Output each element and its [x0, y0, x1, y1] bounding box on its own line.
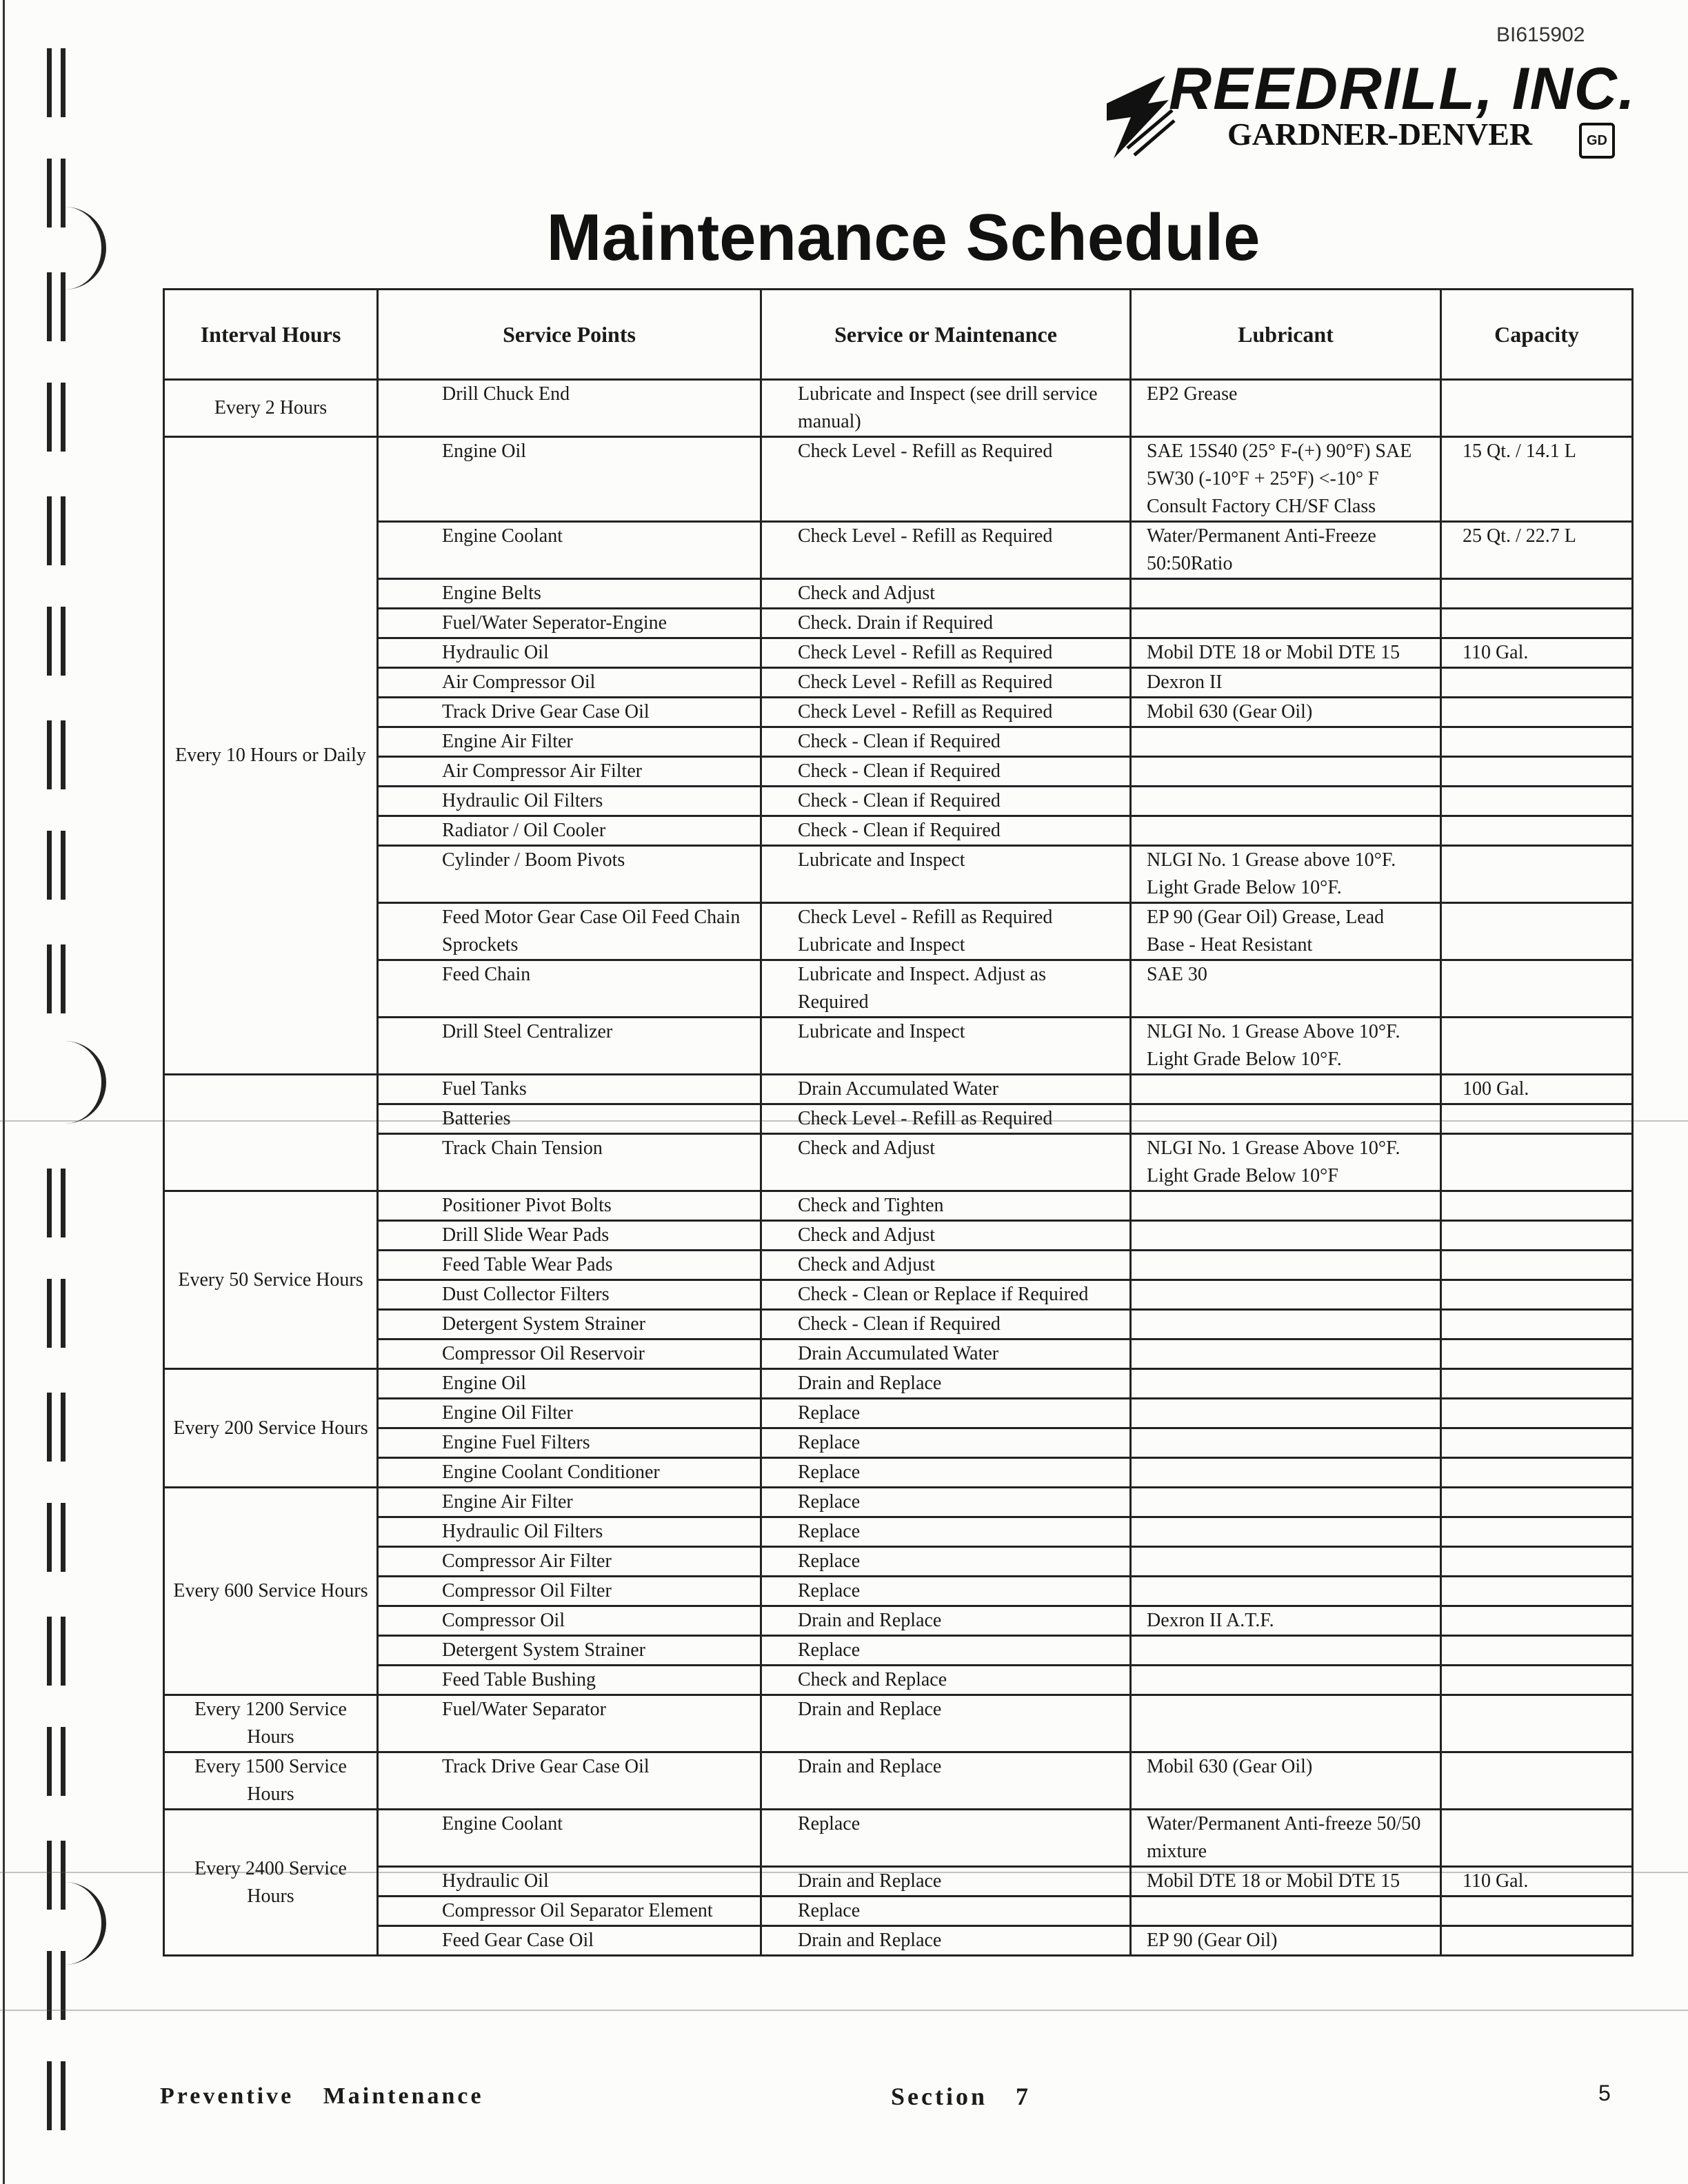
capacity-cell [1441, 1399, 1633, 1428]
capacity-cell [1441, 1577, 1633, 1606]
service-action-cell: Drain and Replace [761, 1606, 1131, 1636]
header-service-points: Service Points [378, 290, 761, 380]
table-row [164, 1134, 1633, 1191]
binder-ring-mark [41, 383, 73, 452]
lubricant-cell [1131, 609, 1441, 638]
service-action-cell: Check Level - Refill as Required [761, 522, 1131, 579]
lubricant-cell [1131, 1547, 1441, 1577]
table-row [164, 1280, 1633, 1310]
capacity-cell [1441, 1018, 1633, 1075]
lubricant-cell [1131, 1399, 1441, 1428]
table-row [164, 579, 1633, 609]
service-point-cell: Fuel/Water Separator [378, 1695, 761, 1752]
service-action-cell: Replace [761, 1458, 1131, 1488]
lubricant-cell [1131, 1517, 1441, 1547]
service-point-cell: Detergent System Strainer [378, 1636, 761, 1666]
punch-hole-mark [58, 1041, 106, 1124]
service-point-cell: Drill Steel Centralizer [378, 1018, 761, 1075]
table-row [164, 1488, 1633, 1517]
lubricant-cell [1131, 1191, 1441, 1221]
binder-ring-mark [41, 1393, 73, 1462]
lubricant-cell [1131, 727, 1441, 757]
footer-section: Section 7 [891, 2083, 1031, 2110]
service-action-cell: Check and Adjust [761, 1251, 1131, 1280]
service-point-cell: Feed Motor Gear Case Oil Feed Chain Sprockets [378, 903, 761, 960]
lubricant-cell [1131, 1666, 1441, 1695]
service-action-cell: Check and Adjust [761, 1134, 1131, 1191]
header-interval-hours: Interval Hours [164, 290, 378, 380]
service-point-cell: Track Chain Tension [378, 1134, 761, 1191]
binder-ring-mark [41, 2061, 73, 2130]
service-action-cell: Check and Adjust [761, 1221, 1131, 1251]
service-action-cell: Drain and Replace [761, 1752, 1131, 1810]
table-row [164, 1339, 1633, 1369]
service-action-cell: Replace [761, 1547, 1131, 1577]
service-point-cell: Compressor Oil Reservoir [378, 1339, 761, 1369]
lubricant-cell: Dexron II A.T.F. [1131, 1606, 1441, 1636]
service-point-cell: Feed Gear Case Oil [378, 1926, 761, 1956]
table-row [164, 846, 1633, 903]
lubricant-cell [1131, 1221, 1441, 1251]
capacity-cell [1441, 1104, 1633, 1134]
drill-swoosh-icon [1100, 62, 1176, 165]
capacity-cell [1441, 1636, 1633, 1666]
service-point-cell: Batteries [378, 1104, 761, 1134]
lubricant-cell: Mobil DTE 18 or Mobil DTE 15 [1131, 1867, 1441, 1897]
table-row [164, 1926, 1633, 1956]
lubricant-cell [1131, 1339, 1441, 1369]
service-point-cell: Track Drive Gear Case Oil [378, 698, 761, 727]
binder-ring-mark [41, 1617, 73, 1686]
service-point-cell: Feed Table Wear Pads [378, 1251, 761, 1280]
document-id: BI615902 [1496, 23, 1585, 46]
table-row [164, 1695, 1633, 1752]
service-point-cell: Compressor Air Filter [378, 1547, 761, 1577]
lubricant-cell [1131, 1310, 1441, 1339]
capacity-cell [1441, 579, 1633, 609]
header-service-or-maintenance: Service or Maintenance [761, 290, 1131, 380]
service-action-cell: Check. Drain if Required [761, 609, 1131, 638]
lubricant-cell [1131, 1695, 1441, 1752]
table-row [164, 1752, 1633, 1810]
service-action-cell: Lubricate and Inspect. Adjust as Required [761, 960, 1131, 1018]
lubricant-cell: EP 90 (Gear Oil) Grease, Lead Base - Heat Resistant [1131, 903, 1441, 960]
lubricant-cell [1131, 1897, 1441, 1926]
scan-fold-line [0, 2010, 1688, 2011]
lubricant-cell: Water/Permanent Anti-freeze 50/50 mixture [1131, 1810, 1441, 1867]
service-action-cell: Drain Accumulated Water [761, 1339, 1131, 1369]
page-title: Maintenance Schedule [546, 201, 1260, 274]
interval-cell: Every 1200 Service Hours [164, 1695, 378, 1752]
table-row [164, 1251, 1633, 1280]
capacity-cell: 100 Gal. [1441, 1075, 1633, 1104]
capacity-cell [1441, 1488, 1633, 1517]
table-row [164, 816, 1633, 846]
capacity-cell [1441, 1517, 1633, 1547]
capacity-cell [1441, 960, 1633, 1018]
table-row [164, 522, 1633, 579]
service-action-cell: Lubricate and Inspect [761, 846, 1131, 903]
capacity-cell [1441, 1926, 1633, 1956]
service-point-cell: Radiator / Oil Cooler [378, 816, 761, 846]
punch-hole-mark [58, 1882, 106, 1965]
service-point-cell: Engine Oil Filter [378, 1399, 761, 1428]
service-point-cell: Drill Chuck End [378, 380, 761, 437]
binder-ring-mark [41, 1169, 73, 1237]
service-action-cell: Check Level - Refill as Required Lubricate and Inspect [761, 903, 1131, 960]
service-point-cell: Engine Fuel Filters [378, 1428, 761, 1458]
table-row [164, 609, 1633, 638]
capacity-cell [1441, 1339, 1633, 1369]
lubricant-cell: EP2 Grease [1131, 380, 1441, 437]
table-row [164, 1606, 1633, 1636]
capacity-cell: 25 Qt. / 22.7 L [1441, 522, 1633, 579]
table-row [164, 1399, 1633, 1428]
table-row [164, 1428, 1633, 1458]
lubricant-cell [1131, 579, 1441, 609]
service-action-cell: Drain and Replace [761, 1867, 1131, 1897]
table-row [164, 1075, 1633, 1104]
service-action-cell: Replace [761, 1428, 1131, 1458]
capacity-cell [1441, 1251, 1633, 1280]
binder-ring-mark [41, 1279, 73, 1348]
service-point-cell: Engine Coolant Conditioner [378, 1458, 761, 1488]
service-action-cell: Check and Replace [761, 1666, 1131, 1695]
service-action-cell: Check and Adjust [761, 579, 1131, 609]
capacity-cell [1441, 1369, 1633, 1399]
service-point-cell: Compressor Oil [378, 1606, 761, 1636]
lubricant-cell [1131, 1428, 1441, 1458]
capacity-cell [1441, 698, 1633, 727]
capacity-cell [1441, 1221, 1633, 1251]
capacity-cell: 110 Gal. [1441, 638, 1633, 668]
lubricant-cell [1131, 1280, 1441, 1310]
table-row [164, 1310, 1633, 1339]
service-point-cell: Hydraulic Oil Filters [378, 1517, 761, 1547]
service-action-cell: Drain and Replace [761, 1369, 1131, 1399]
service-action-cell: Check - Clean or Replace if Required [761, 1280, 1131, 1310]
capacity-cell [1441, 609, 1633, 638]
table-row [164, 1636, 1633, 1666]
capacity-cell [1441, 787, 1633, 816]
table-row [164, 1458, 1633, 1488]
footer-chapter: Preventive Maintenance [160, 2083, 484, 2109]
header-capacity: Capacity [1441, 290, 1633, 380]
capacity-cell [1441, 380, 1633, 437]
binder-ring-mark [41, 944, 73, 1013]
table-row [164, 698, 1633, 727]
lubricant-cell [1131, 1488, 1441, 1517]
service-action-cell: Replace [761, 1517, 1131, 1547]
binder-ring-mark [41, 1503, 73, 1572]
service-point-cell: Detergent System Strainer [378, 1310, 761, 1339]
capacity-cell [1441, 757, 1633, 787]
service-point-cell: Track Drive Gear Case Oil [378, 1752, 761, 1810]
table-row [164, 1867, 1633, 1897]
lubricant-cell [1131, 816, 1441, 846]
service-action-cell: Check - Clean if Required [761, 727, 1131, 757]
header-lubricant: Lubricant [1131, 290, 1441, 380]
binder-ring-mark [41, 720, 73, 789]
service-point-cell: Hydraulic Oil Filters [378, 787, 761, 816]
service-action-cell: Check Level - Refill as Required [761, 437, 1131, 522]
table-row [164, 1517, 1633, 1547]
service-point-cell: Cylinder / Boom Pivots [378, 846, 761, 903]
service-action-cell: Check Level - Refill as Required [761, 668, 1131, 698]
lubricant-cell [1131, 1458, 1441, 1488]
service-point-cell: Engine Oil [378, 1369, 761, 1399]
interval-cell: Every 50 Service Hours [164, 1191, 378, 1369]
service-point-cell: Hydraulic Oil [378, 638, 761, 668]
capacity-cell [1441, 816, 1633, 846]
lubricant-cell [1131, 787, 1441, 816]
interval-cell: Every 2 Hours [164, 380, 378, 437]
table-row [164, 960, 1633, 1018]
capacity-cell [1441, 903, 1633, 960]
table-row [164, 1104, 1633, 1134]
scan-margin-line [3, 0, 5, 2184]
capacity-cell [1441, 1547, 1633, 1577]
service-point-cell: Air Compressor Oil [378, 668, 761, 698]
lubricant-cell [1131, 1251, 1441, 1280]
table-body [164, 380, 1633, 1956]
interval-cell: Every 1500 Service Hours [164, 1752, 378, 1810]
service-action-cell: Check - Clean if Required [761, 816, 1131, 846]
table-row [164, 638, 1633, 668]
capacity-cell: 110 Gal. [1441, 1867, 1633, 1897]
service-point-cell: Fuel Tanks [378, 1075, 761, 1104]
lubricant-cell [1131, 1104, 1441, 1134]
lubricant-cell [1131, 757, 1441, 787]
service-point-cell: Fuel/Water Seperator-Engine [378, 609, 761, 638]
service-point-cell: Feed Chain [378, 960, 761, 1018]
service-action-cell: Replace [761, 1577, 1131, 1606]
service-point-cell: Engine Air Filter [378, 727, 761, 757]
service-action-cell: Check Level - Refill as Required [761, 638, 1131, 668]
logo-badge-icon: GD [1579, 123, 1615, 159]
lubricant-cell: EP 90 (Gear Oil) [1131, 1926, 1441, 1956]
lubricant-cell: NLGI No. 1 Grease above 10°F. Light Grade Below 10°F. [1131, 846, 1441, 903]
service-point-cell: Engine Air Filter [378, 1488, 761, 1517]
capacity-cell [1441, 1310, 1633, 1339]
capacity-cell [1441, 1752, 1633, 1810]
table-row [164, 1221, 1633, 1251]
binder-ring-mark [41, 1727, 73, 1796]
service-point-cell: Feed Table Bushing [378, 1666, 761, 1695]
lubricant-cell: Mobil DTE 18 or Mobil DTE 15 [1131, 638, 1441, 668]
service-action-cell: Check - Clean if Required [761, 787, 1131, 816]
service-point-cell: Drill Slide Wear Pads [378, 1221, 761, 1251]
binder-ring-mark [41, 607, 73, 676]
binder-ring-mark [41, 48, 73, 117]
capacity-cell [1441, 1280, 1633, 1310]
lubricant-cell: SAE 30 [1131, 960, 1441, 1018]
service-action-cell: Lubricate and Inspect (see drill service manual) [761, 380, 1131, 437]
service-point-cell: Engine Belts [378, 579, 761, 609]
capacity-cell [1441, 1191, 1633, 1221]
interval-cell [164, 1075, 378, 1191]
service-point-cell: Hydraulic Oil [378, 1867, 761, 1897]
capacity-cell [1441, 727, 1633, 757]
capacity-cell [1441, 1458, 1633, 1488]
table-row [164, 668, 1633, 698]
table-row [164, 727, 1633, 757]
service-action-cell: Replace [761, 1897, 1131, 1926]
capacity-cell [1441, 668, 1633, 698]
table-row [164, 1577, 1633, 1606]
service-point-cell: Engine Oil [378, 437, 761, 522]
capacity-cell [1441, 1666, 1633, 1695]
service-action-cell: Check Level - Refill as Required [761, 698, 1131, 727]
table-row [164, 757, 1633, 787]
service-point-cell: Air Compressor Air Filter [378, 757, 761, 787]
service-action-cell: Drain and Replace [761, 1926, 1131, 1956]
capacity-cell [1441, 1134, 1633, 1191]
table-row [164, 437, 1633, 522]
table-row [164, 1547, 1633, 1577]
lubricant-cell [1131, 1636, 1441, 1666]
table-row [164, 1897, 1633, 1926]
service-action-cell: Replace [761, 1810, 1131, 1867]
service-point-cell: Compressor Oil Separator Element [378, 1897, 761, 1926]
company-logo [1100, 55, 1638, 172]
logo-division-name: GARDNER-DENVER [1227, 117, 1533, 152]
table-row [164, 380, 1633, 437]
table-row [164, 1018, 1633, 1075]
table-row [164, 1810, 1633, 1867]
service-point-cell: Dust Collector Filters [378, 1280, 761, 1310]
capacity-cell [1441, 1695, 1633, 1752]
service-action-cell: Check - Clean if Required [761, 757, 1131, 787]
logo-company-name: REEDRILL, INC. [1169, 56, 1636, 122]
capacity-cell [1441, 1897, 1633, 1926]
table-row [164, 787, 1633, 816]
table-row [164, 1666, 1633, 1695]
lubricant-cell: Mobil 630 (Gear Oil) [1131, 1752, 1441, 1810]
service-action-cell: Drain and Replace [761, 1695, 1131, 1752]
lubricant-cell: NLGI No. 1 Grease Above 10°F. Light Grade Below 10°F. [1131, 1018, 1441, 1075]
interval-cell: Every 2400 Service Hours [164, 1810, 378, 1956]
service-action-cell: Check Level - Refill as Required [761, 1104, 1131, 1134]
maintenance-schedule-table [163, 288, 1634, 1957]
service-action-cell: Drain Accumulated Water [761, 1075, 1131, 1104]
lubricant-cell: Water/Permanent Anti-Freeze 50:50Ratio [1131, 522, 1441, 579]
interval-cell: Every 10 Hours or Daily [164, 437, 378, 1075]
service-point-cell: Positioner Pivot Bolts [378, 1191, 761, 1221]
capacity-cell [1441, 1428, 1633, 1458]
lubricant-cell [1131, 1075, 1441, 1104]
capacity-cell [1441, 846, 1633, 903]
service-point-cell: Engine Coolant [378, 1810, 761, 1867]
table-row [164, 903, 1633, 960]
service-action-cell: Replace [761, 1399, 1131, 1428]
service-action-cell: Check - Clean if Required [761, 1310, 1131, 1339]
capacity-cell [1441, 1810, 1633, 1867]
capacity-cell: 15 Qt. / 14.1 L [1441, 437, 1633, 522]
binder-ring-mark [41, 496, 73, 565]
service-action-cell: Replace [761, 1636, 1131, 1666]
table-row [164, 1369, 1633, 1399]
lubricant-cell [1131, 1369, 1441, 1399]
interval-cell: Every 200 Service Hours [164, 1369, 378, 1488]
lubricant-cell: Mobil 630 (Gear Oil) [1131, 698, 1441, 727]
service-point-cell: Compressor Oil Filter [378, 1577, 761, 1606]
service-point-cell: Engine Coolant [378, 522, 761, 579]
lubricant-cell: Dexron II [1131, 668, 1441, 698]
service-action-cell: Check and Tighten [761, 1191, 1131, 1221]
lubricant-cell: NLGI No. 1 Grease Above 10°F. Light Grade Below 10°F [1131, 1134, 1441, 1191]
table-row [164, 1191, 1633, 1221]
binder-ring-mark [41, 831, 73, 900]
table-header-row [164, 290, 1633, 380]
service-action-cell: Replace [761, 1488, 1131, 1517]
lubricant-cell [1131, 1577, 1441, 1606]
page-number: 5 [1598, 2081, 1611, 2105]
interval-cell: Every 600 Service Hours [164, 1488, 378, 1695]
capacity-cell [1441, 1606, 1633, 1636]
service-action-cell: Lubricate and Inspect [761, 1018, 1131, 1075]
lubricant-cell: SAE 15S40 (25° F-(+) 90°F) SAE 5W30 (-10°F + 25°F) <-10° F Consult Factory CH/SF Class [1131, 437, 1441, 522]
